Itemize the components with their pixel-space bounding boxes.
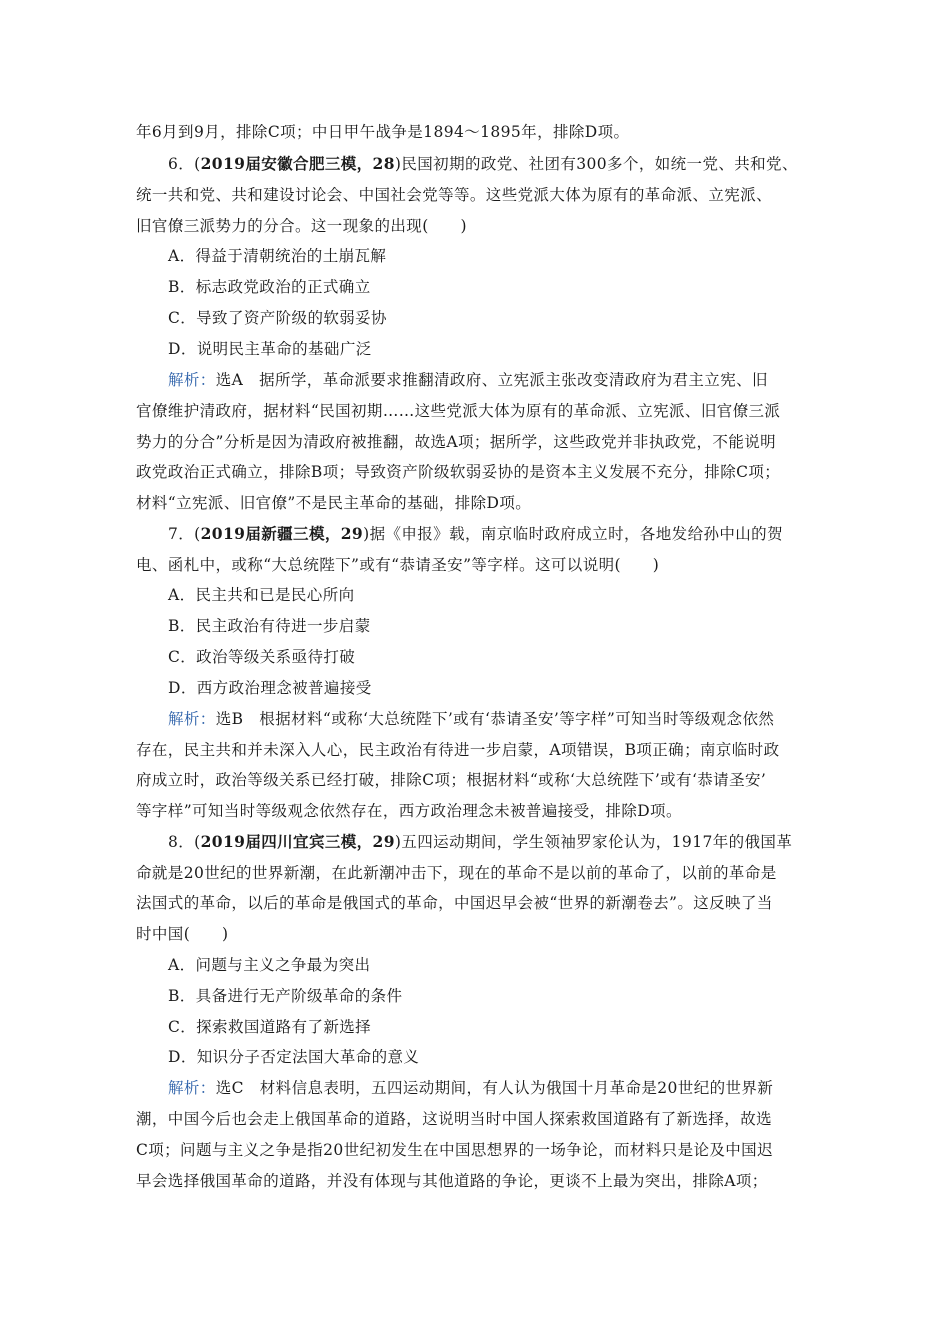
text-line: 势力的分合”分析是因为清政府被推翻，故选A项；据所学，这些政党并非执政党，不能说明 (136, 433, 777, 451)
text-line: 政党政治正式确立，排除B项；导致资产阶级软弱妥协的是资本主义发展不充分，排除C项； (136, 463, 781, 481)
analysis-7: 解析：选B 根据材料“或称‘大总统陛下’或有‘恭请圣安’等字样”可知当时等级观念依然 (168, 710, 775, 728)
analysis-8: 解析：选C 材料信息表明，五四运动期间，有人认为俄国十月革命是20世纪的世界新 (168, 1079, 774, 1097)
question-6-stem: 6．(2019届安徽合肥三模，28)民国初期的政党、社团有300多个，如统一党、共和党、 (168, 154, 798, 173)
text-line: 年6月到9月，排除C项；中日甲午战争是1894～1895年，排除D项。 (136, 123, 630, 141)
question-source: 2019届安徽合肥三模，28 (200, 154, 395, 173)
option-c: C．导致了资产阶级的软弱妥协 (168, 309, 387, 327)
text-line: 法国式的革命，以后的革命是俄国式的革命，中国迟早会被“世界的新潮卷去”。这反映了当 (136, 894, 773, 912)
analysis-label: 解析： (168, 710, 216, 728)
option-a: A．问题与主义之争最为突出 (168, 956, 371, 974)
text-line: 命就是20世纪的世界新潮，在此新潮冲击下，现在的革命不是以前的革命了，以前的革命是 (136, 864, 777, 882)
option-d: D．西方政治理念被普遍接受 (168, 679, 372, 697)
option-c: C．政治等级关系亟待打破 (168, 648, 356, 666)
option-b: B．民主政治有待进一步启蒙 (168, 617, 371, 635)
question-source: 2019届新疆三模，29 (200, 524, 364, 543)
text-line: 官僚维护清政府，据材料“民国初期……这些党派大体为原有的革命派、立宪派、旧官僚三派 (136, 402, 781, 420)
text-line: 早会选择俄国革命的道路，并没有体现与其他道路的争论，更谈不上最为突出，排除A项； (136, 1172, 768, 1190)
text-line: 潮，中国今后也会走上俄国革命的道路，这说明当时中国人探索救国道路有了新选择，故选 (136, 1110, 773, 1128)
option-d: D．说明民主革命的基础广泛 (168, 340, 372, 358)
text-line: 统一共和党、共和建设讨论会、中国社会党等等。这些党派大体为原有的革命派、立宪派、 (136, 186, 773, 204)
analysis-6: 解析：选A 据所学，革命派要求推翻清政府、立宪派主张改变清政府为君主立宪、旧 (168, 371, 768, 389)
option-d: D．知识分子否定法国大革命的意义 (168, 1048, 420, 1066)
text-line: 材料“立宪派、旧官僚”不是民主革命的基础，排除D项。 (136, 494, 532, 512)
question-source: 2019届四川宜宾三模，29 (200, 832, 395, 851)
text-line: C项；问题与主义之争是指20世纪初发生在中国思想界的一场争论，而材料只是论及中国迟 (136, 1141, 773, 1159)
text-line: 等字样”可知当时等级观念依然存在，西方政治理念未被普遍接受，排除D项。 (136, 802, 682, 820)
text-line: 旧官僚三派势力的分合。这一现象的出现( ) (136, 217, 467, 235)
text-line: 电、函札中，或称“大总统陛下”或有“恭请圣安”等字样。这可以说明( ) (136, 556, 660, 574)
option-c: C．探索救国道路有了新选择 (168, 1018, 372, 1036)
option-a: A．民主共和已是民心所向 (168, 586, 355, 604)
analysis-label: 解析： (168, 1079, 216, 1097)
text-line: 府成立时，政治等级关系已经打破，排除C项；根据材料“或称‘大总统陛下’或有‘恭请圣安’ (136, 771, 767, 789)
text-line: 时中国( ) (136, 925, 229, 943)
analysis-label: 解析： (168, 371, 216, 389)
question-7-stem: 7．(2019届新疆三模，29)据《申报》载，南京临时政府成立时，各地发给孙中山的贺 (168, 524, 783, 543)
option-b: B．具备进行无产阶级革命的条件 (168, 987, 403, 1005)
text-line: 存在，民主共和并未深入人心，民主政治有待进一步启蒙，A项错误，B项正确；南京临时政 (136, 741, 780, 759)
option-b: B．标志政党政治的正式确立 (168, 278, 371, 296)
option-a: A．得益于清朝统治的土崩瓦解 (168, 247, 387, 265)
question-8-stem: 8．(2019届四川宜宾三模，29)五四运动期间，学生领袖罗家伦认为，1917年的俄国革 (168, 832, 793, 851)
